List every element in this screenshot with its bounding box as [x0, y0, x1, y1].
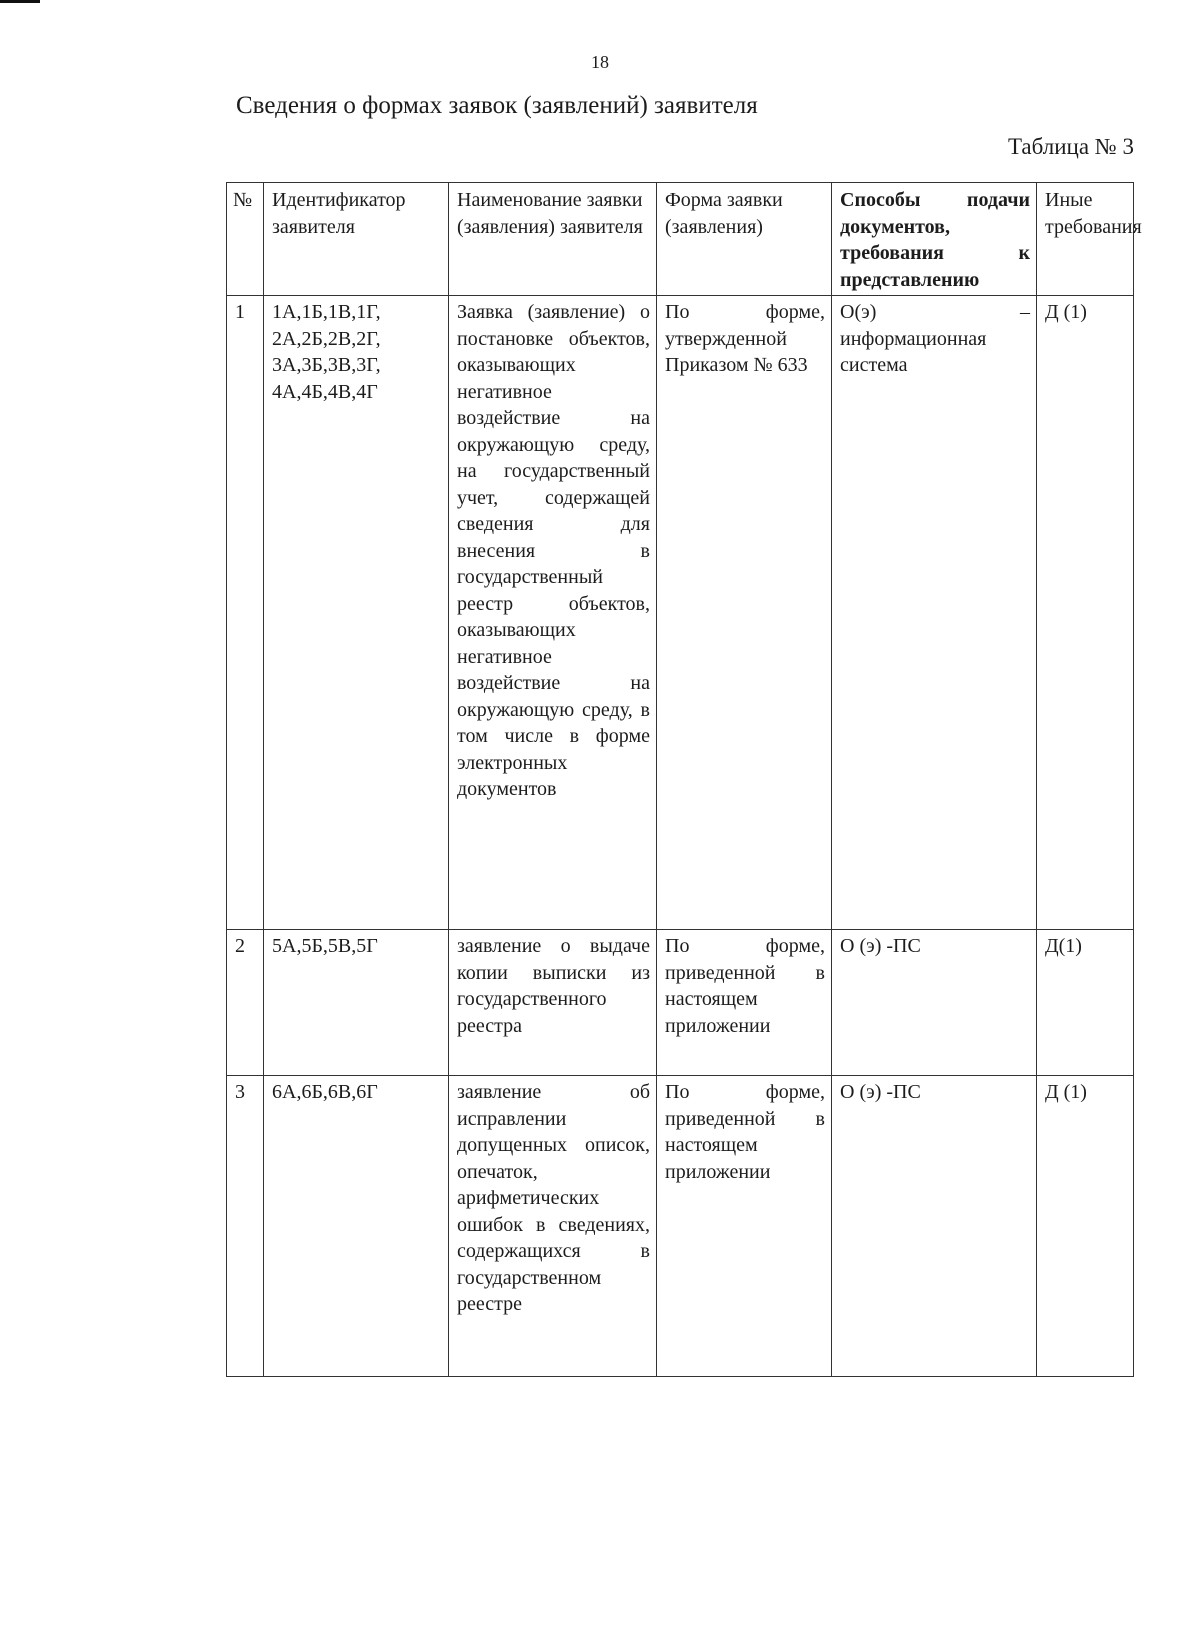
- header-identifier: Идентификатор заявителя: [264, 183, 449, 296]
- cell-num: 3: [227, 1076, 264, 1377]
- cell-submission: О (э) -ПС: [832, 930, 1037, 1076]
- cell-submission: О(э) – информационная система: [832, 296, 1037, 930]
- cell-name: заявление об исправлении допущенных описок, опечаток, арифметических ошибок в сведениях, содержащихся в государственном реестре: [449, 1076, 657, 1377]
- cell-identifier: 1А,1Б,1В,1Г, 2А,2Б,2В,2Г, 3А,3Б,3В,3Г, 4А,4Б,4В,4Г: [264, 296, 449, 930]
- cell-other: Д (1): [1037, 296, 1134, 930]
- cell-form: По форме, утвержденной Приказом № 633: [657, 296, 832, 930]
- cell-num: 2: [227, 930, 264, 1076]
- scan-corner-mark: [0, 0, 40, 3]
- table-label: Таблица № 3: [1007, 134, 1134, 159]
- header-num: №: [227, 183, 264, 296]
- table-row: [227, 930, 1134, 1076]
- header-form: Форма заявки (заявления): [657, 183, 832, 296]
- forms-table: [226, 182, 1142, 1377]
- cell-name: Заявка (заявление) о постановке объектов, оказывающих негативное воздействие на окружающую среду, на государственный учет, содержащей сведения для внесения в государственный реестр объектов, оказывающих негативное воздействие на окружающую среду, в том числе в форме электронных документов: [449, 296, 657, 930]
- cell-form: По форме, приведенной в настоящем приложении: [657, 1076, 832, 1377]
- page-number: 18: [591, 52, 609, 72]
- header-other: Иные требования: [1037, 183, 1134, 296]
- cell-form: По форме, приведенной в настоящем приложении: [657, 930, 832, 1076]
- header-name: Наименование заявки (заявления) заявителя: [449, 183, 657, 296]
- table-row: [227, 1076, 1134, 1377]
- cell-other: Д(1): [1037, 930, 1134, 1076]
- cell-submission: О (э) -ПС: [832, 1076, 1037, 1377]
- header-submission: Способы подачи документов, требования к представлению: [832, 183, 1037, 296]
- page-title: Сведения о формах заявок (заявлений) заявителя: [236, 92, 758, 119]
- cell-other: Д (1): [1037, 1076, 1134, 1377]
- cell-num: 1: [227, 296, 264, 930]
- cell-identifier: 6А,6Б,6В,6Г: [264, 1076, 449, 1377]
- cell-identifier: 5А,5Б,5В,5Г: [264, 930, 449, 1076]
- cell-name: заявление о выдаче копии выписки из государственного реестра: [449, 930, 657, 1076]
- table-row: [227, 296, 1134, 930]
- forms-table-container: [226, 182, 1142, 1377]
- table-header-row: [227, 183, 1134, 296]
